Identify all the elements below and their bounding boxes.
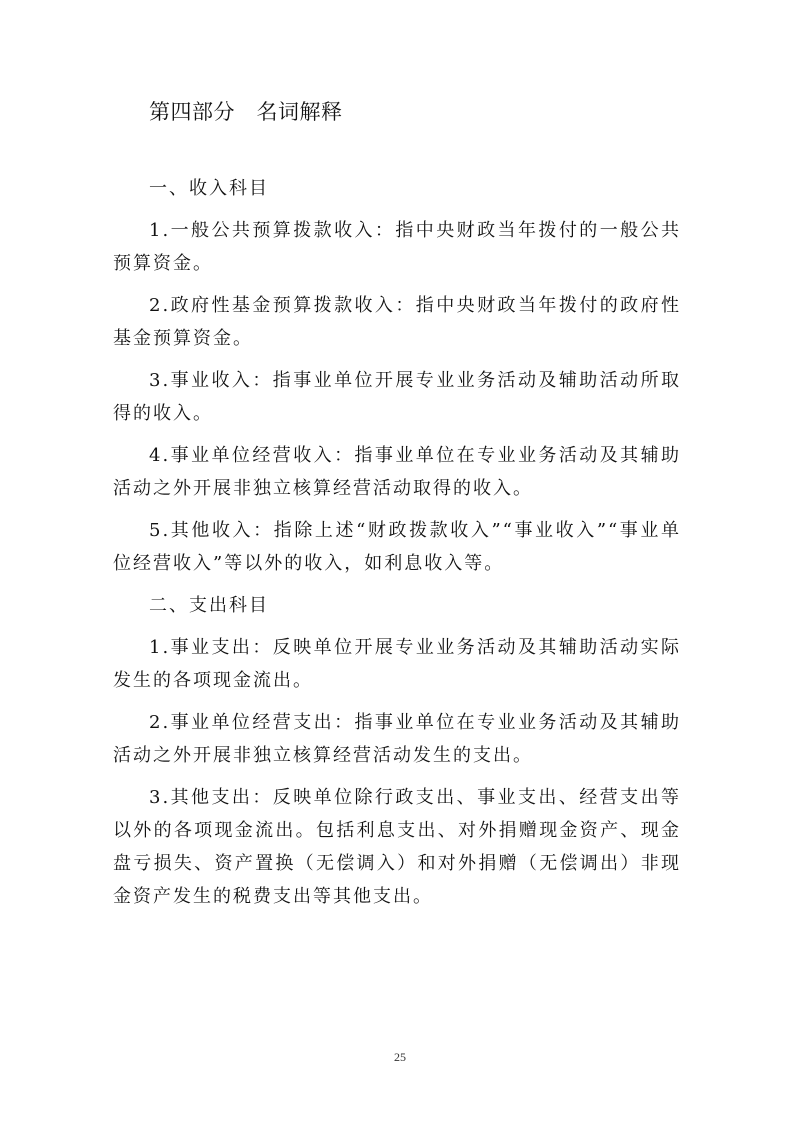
income-item-3: 3.事业收入：指事业单位开展专业业务活动及辅助活动所取得的收入。 [113,370,681,424]
page-title: 第四部分 名词解释 [149,100,343,124]
expenditure-item-3: 3.其他支出：反映单位除行政支出、事业支出、经营支出等以外的各项现金流出。包括利息支出、对外捐赠现金资产、现金盘亏损失、资产置换（无偿调入）和对外捐赠（无偿调出）非现金资产发生的税费支出等其他支出。 [113,787,681,907]
expenditure-item-1: 1.事业支出：反映单位开展专业业务活动及其辅助活动实际发生的各项现金流出。 [113,637,681,691]
income-item-4: 4.事业单位经营收入：指事业单位在专业业务活动及其辅助活动之外开展非独立核算经营活动取得的收入。 [113,445,681,499]
income-item-5: 5.其他收入：指除上述“财政拨款收入”“事业收入”“事业单位经营收入”等以外的收入，如利息收入等。 [113,520,681,574]
document-body [113,172,681,922]
expenditure-item-2: 2.事业单位经营支出：指事业单位在专业业务活动及其辅助活动之外开展非独立核算经营活动发生的支出。 [113,712,681,766]
section-heading-expenditure: 二、支出科目 [149,595,269,616]
section-expenditure [113,589,681,913]
section-heading-income: 一、收入科目 [149,178,269,199]
page-number: 25 [394,1050,406,1064]
income-item-2: 2.政府性基金预算拨款收入：指中央财政当年拨付的政府性基金预算资金。 [113,295,681,349]
income-item-1: 1.一般公共预算拨款收入：指中央财政当年拨付的一般公共预算资金。 [113,220,681,274]
section-income [113,172,681,580]
